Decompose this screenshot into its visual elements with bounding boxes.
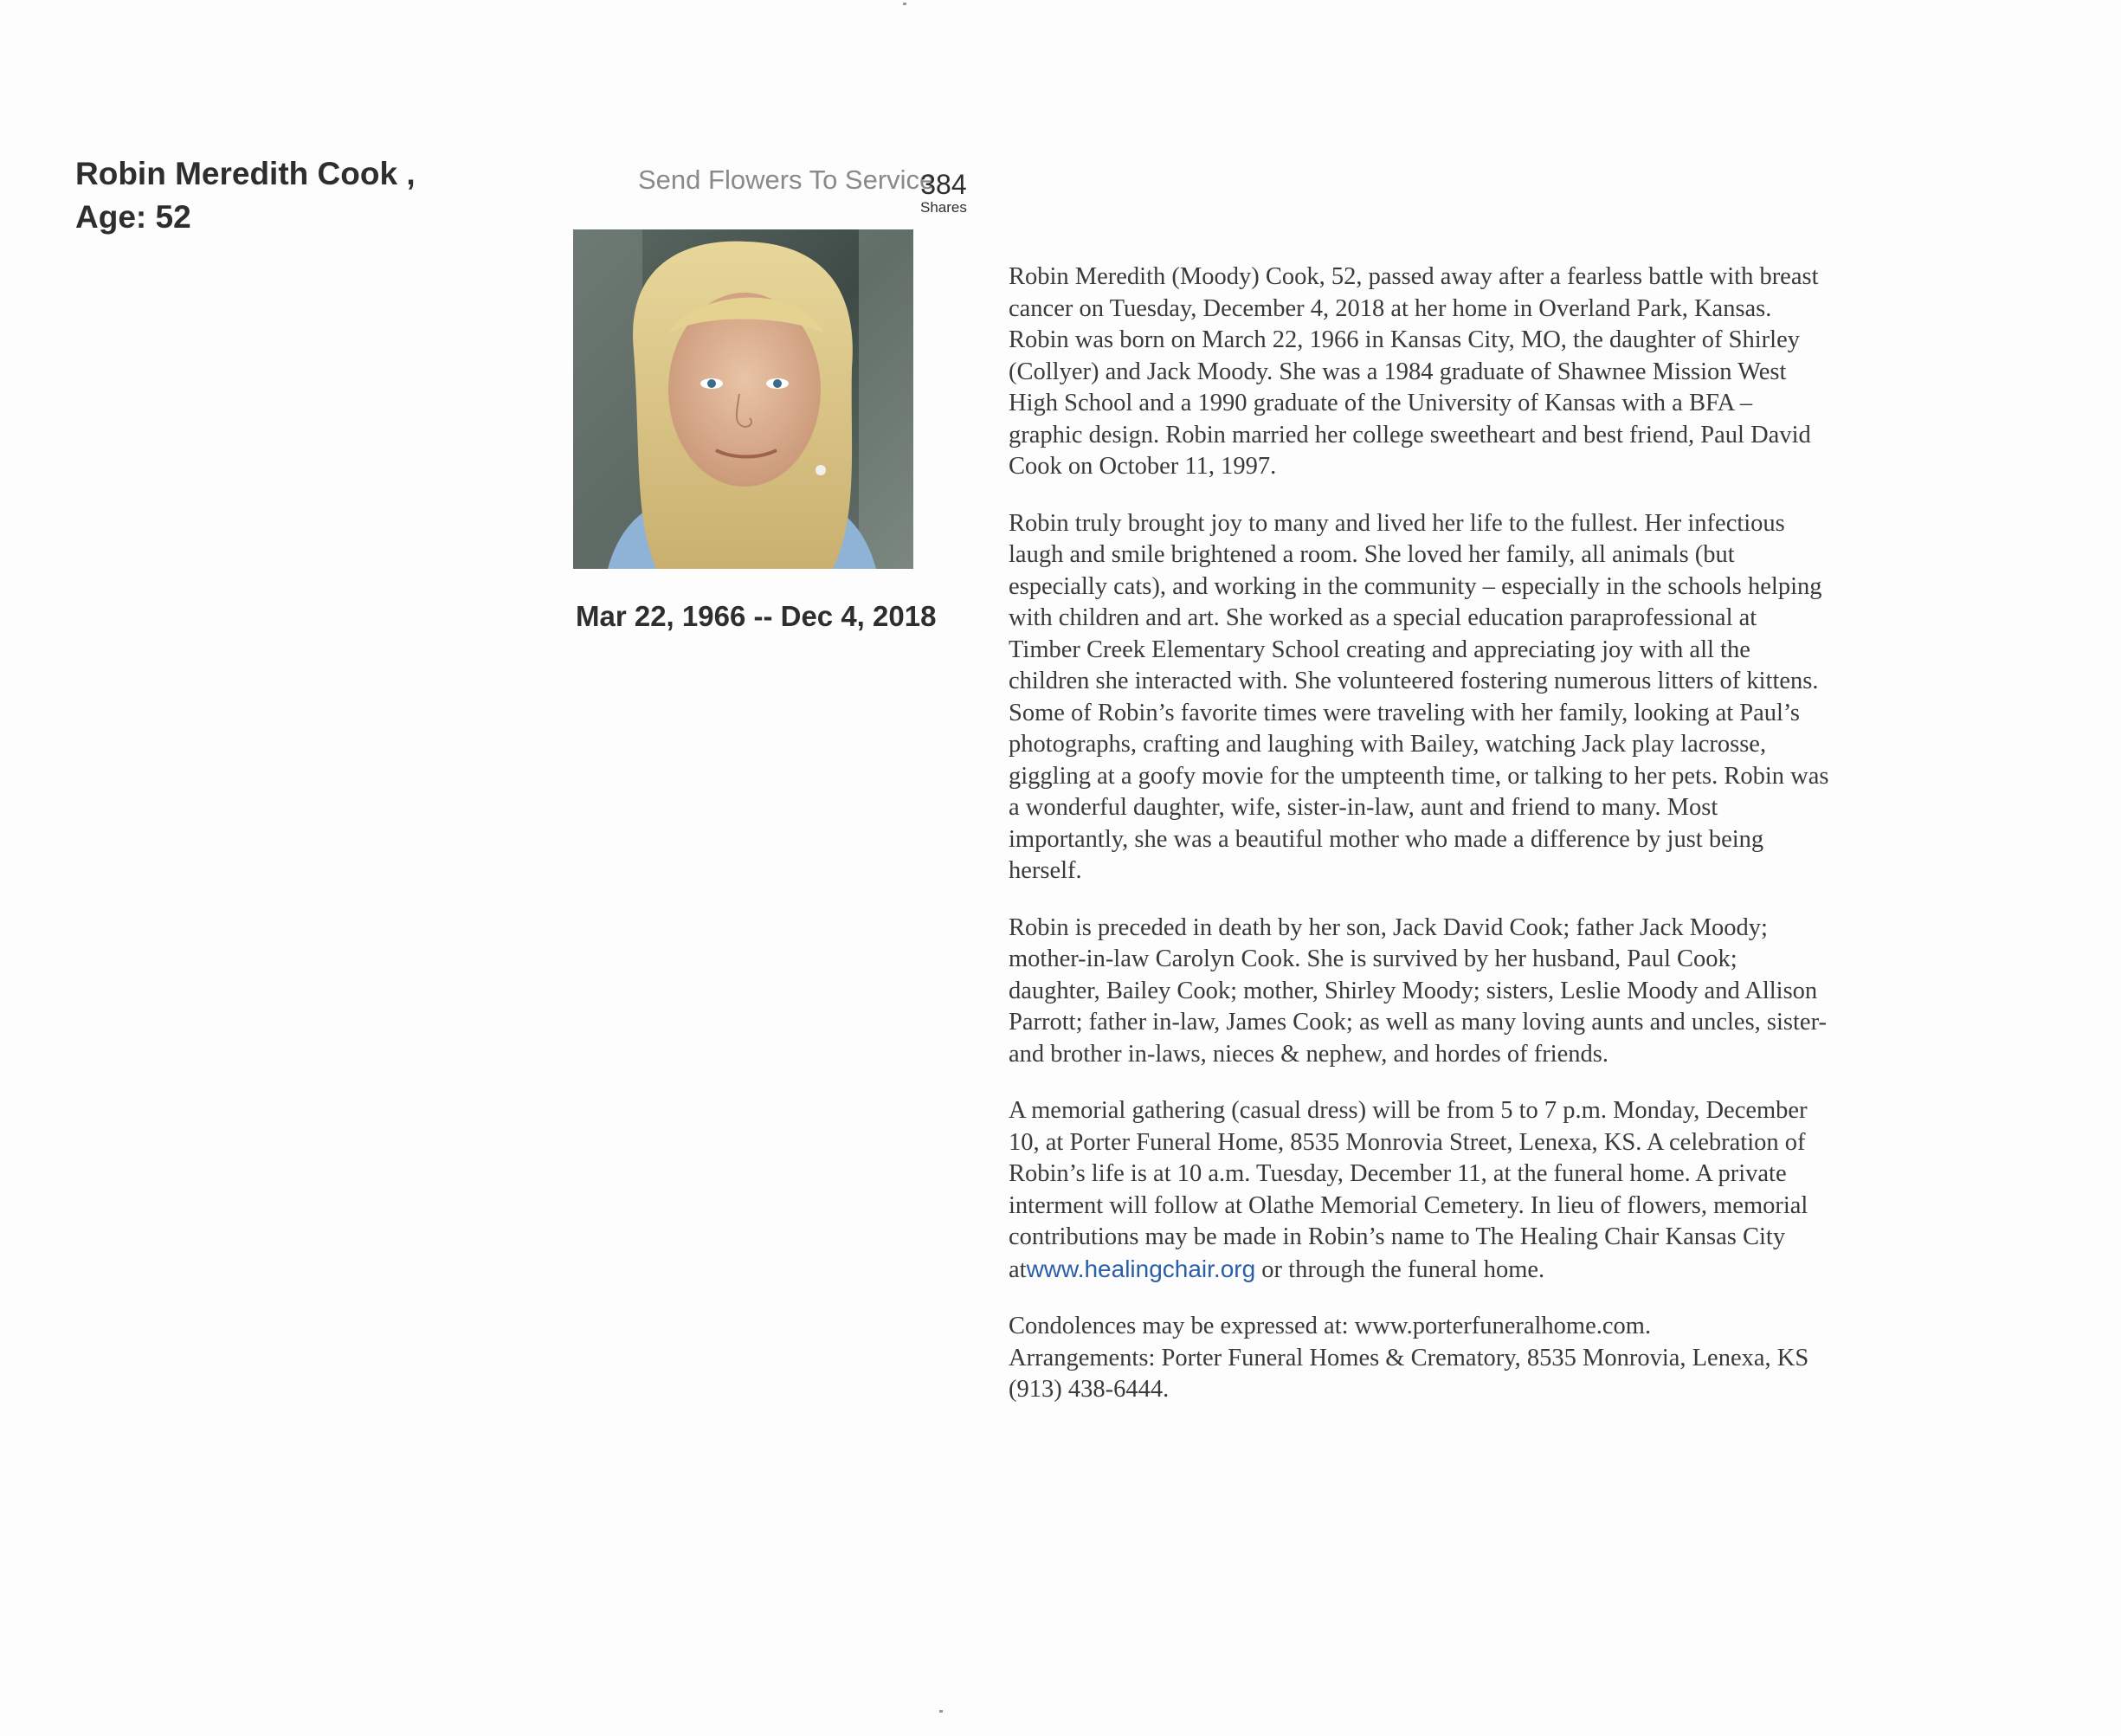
- memorial-text: A memorial gathering (casual dress) will be from 5 to 7 p.m. Monday, December 10, at Porter Funeral Home, 8535 Monrovia Street, Lenexa, KS. A celebration of Robin’s life is at 10 a.m. Tuesday, December 11, at the funeral home. A private interment will follow at Olathe Memorial Cemetery. In lieu of flowers, memorial contributions may be made in Robin’s name to The Healing Chair Kansas City at: [1009, 1097, 1808, 1283]
- obituary-paragraph: Robin Meredith (Moody) Cook, 52, passed away after a fearless battle with breast cancer on Tuesday, December 4, 2018 at her home in Overland Park, Kansas. Robin was born on March 22, 1966 in Kansas City, MO, the daughter of Shirley (Collyer) and Jack Moody. She was a 1984 graduate of Shawnee Mission West High School and a 1990 graduate of the University of Kansas with a BFA – graphic design. Robin married her college sweetheart and best friend, Paul David Cook on October 11, 1997.: [1009, 263, 1819, 480]
- obituary-paragraph: Robin truly brought joy to many and lived her life to the fullest. Her infectious laugh and smile brightened a room. She loved her family, all animals (but especially cats), and working in the community – especially in the schools helping with children and art. She worked as a special education paraprofessional at Timber Creek Elementary School creating and appreciating joy with all the children she interacted with. She volunteered fostering numerous litters of kittens. Some of Robin’s favorite times were traveling with her family, looking at Paul’s photographs, crafting and laughing with Bailey, watching Jack play lacrosse, giggling at a goofy movie for the umpteenth time, or talking to her pets. Robin was a wonderful daughter, wife, sister-in-law, aunt and friend to many. Most importantly, she was a beautiful mother who made a difference by just being herself.: [1009, 509, 1829, 884]
- share-counter[interactable]: [920, 170, 967, 216]
- obituary-paragraph: [1009, 1095, 1831, 1286]
- scan-speck: [939, 1710, 943, 1713]
- obituary-body: [1009, 261, 1831, 1431]
- portrait-photo-icon: [573, 229, 913, 569]
- deceased-name: Robin Meredith Cook ,: [75, 156, 416, 191]
- condolences-line: Condolences may be expressed at: www.porterfuneralhome.com.: [1009, 1313, 1652, 1339]
- arrangements-line: Arrangements: Porter Funeral Homes & Crematory, 8535 Monrovia, Lenexa, KS (913) 438-6444.: [1009, 1344, 1809, 1403]
- deceased-age: Age: 52: [75, 199, 191, 235]
- send-flowers-link[interactable]: Send Flowers To Service: [638, 165, 935, 195]
- obituary-paragraph: [1009, 1311, 1831, 1406]
- memorial-tail: or through the funeral home.: [1255, 1255, 1545, 1283]
- healingchair-link[interactable]: www.healingchair.org: [1026, 1255, 1256, 1282]
- share-count: 384: [920, 169, 967, 200]
- portrait-photo: [573, 229, 913, 569]
- share-label: Shares: [920, 199, 967, 216]
- scan-speck: [903, 3, 906, 5]
- obituary-paragraph: Robin is preceded in death by her son, Jack David Cook; father Jack Moody; mother-in-law Carolyn Cook. She is survived by her husband, Paul Cook; daughter, Bailey Cook; mother, Shirley Moody; sisters, Leslie Moody and Allison Parrott; father in-law, James Cook; as well as many loving aunts and uncles, sister- and brother in-laws, nieces & nephew, and hordes of friends.: [1009, 913, 1827, 1068]
- obituary-header: [75, 152, 416, 239]
- life-dates: Mar 22, 1966 -- Dec 4, 2018: [576, 600, 937, 632]
